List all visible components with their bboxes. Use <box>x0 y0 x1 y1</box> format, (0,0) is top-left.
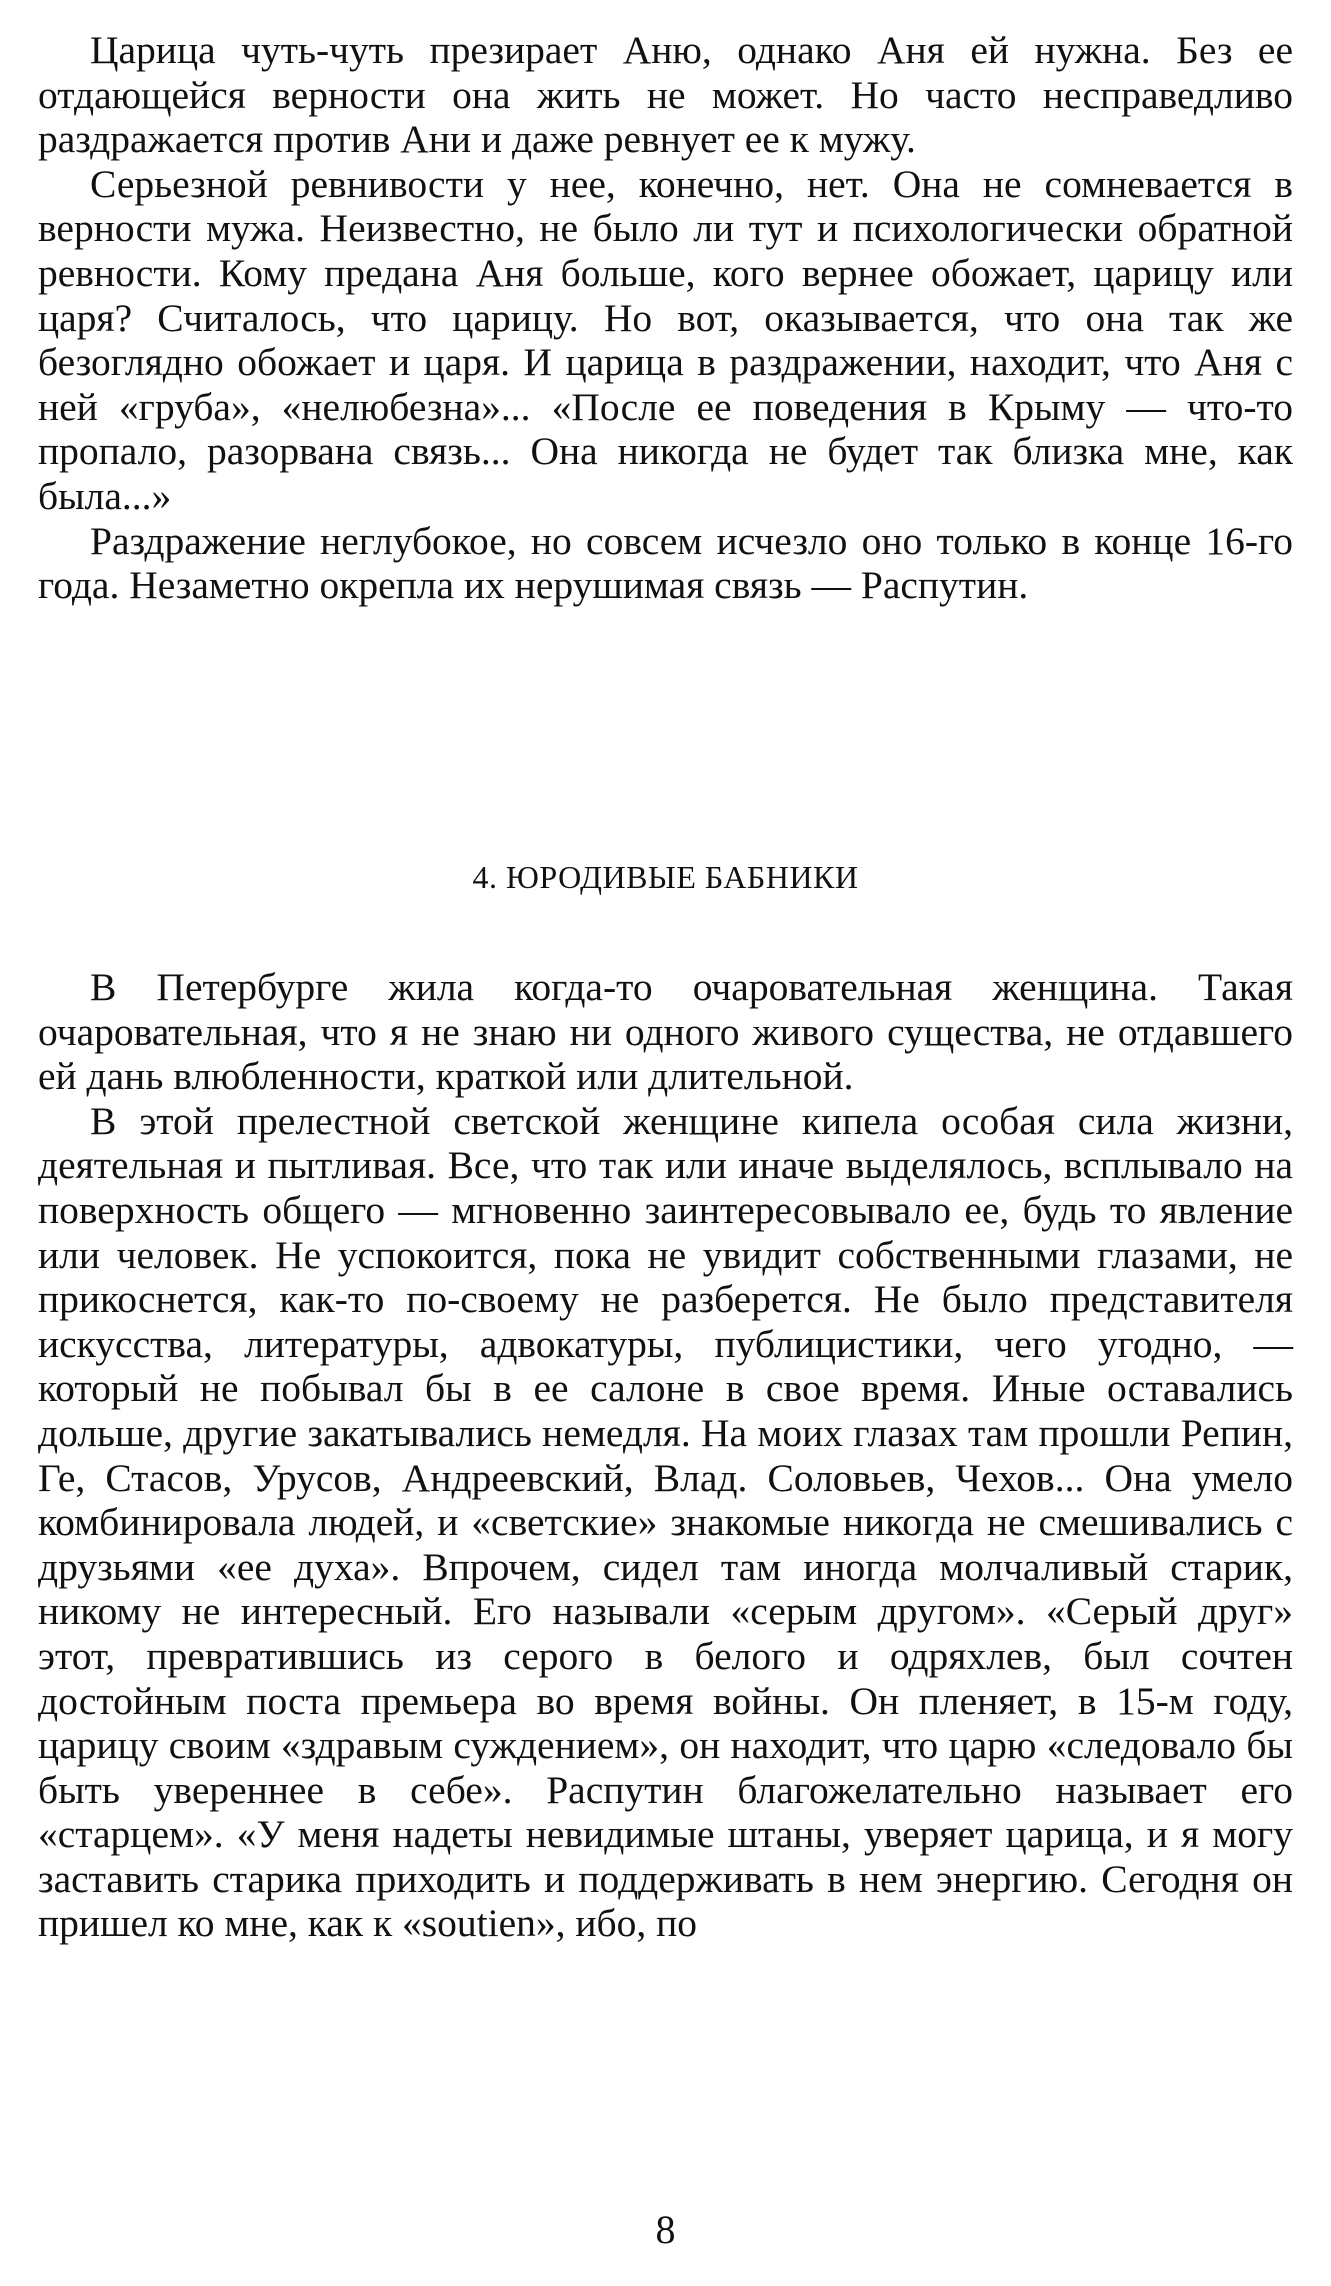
body-text-section-1 <box>38 28 1293 608</box>
paragraph: Раздражение неглубокое, но совсем исчезло оно только в конце 16-го года. Незаметно окрепла их нерушимая связь — Распутин. <box>38 518 1293 608</box>
chapter-heading: 4. ЮРОДИВЫЕ БАБНИКИ <box>472 859 859 895</box>
paragraph: Царица чуть-чуть презирает Аню, однако Аня ей нужна. Без ее отдающейся верности она жить не может. Но часто несправедливо раздражается против Ани и даже ревнует ее к мужу. <box>38 28 1293 162</box>
paragraph: Серьезной ревнивости у нее, конечно, нет. Она не сомневается в верности мужа. Неизвестно, не было ли тут и психологически обратной ревности. Кому предана Аня больше, кого вернее обожает, царицу или царя? Считалось, что царицу. Но вот, оказывается, что она так же безоглядно обожает и царя. И царица в раздражении, находит, что Аня с ней «груба», «нелюбезна»... «После ее поведения в Крыму — что-то пропало, разорвана связь... Она никогда не будет так близка мне, как была...» <box>38 161 1293 518</box>
page-number: 8 <box>655 2207 676 2252</box>
body-text-section-2 <box>38 965 1293 1946</box>
paragraph: В Петербурге жила когда-то очаровательная женщина. Такая очаровательная, что я не знаю ни одного живого существа, не отдавшего ей дань влюбленности, краткой или длительной. <box>38 965 1293 1099</box>
paragraph: В этой прелестной светской женщине кипела особая сила жизни, деятельная и пытливая. Все, что так или иначе выделялось, всплывало на поверхность общего — мгновенно заинтересовывало ее, будь то явление или человек. Не успокоится, пока не увидит собственными глазами, не прикоснется, как-то по-своему не разберется. Не было представителя искусства, литературы, адвокатуры, публицистики, чего угодно, — который не побывал бы в ее салоне в свое время. Иные оставались дольше, другие закатывались немедля. На моих глазах там прошли Репин, Ге, Стасов, Урусов, Андреевский, Влад. Соловьев, Чехов... Она умело комбинировала людей, и «светские» знакомые никогда не смешивались с друзьями «ее духа». Впрочем, сидел там иногда молчаливый старик, никому не интересный. Его называли «серым другом». «Серый друг» этот, превратившись из серого в белого и одряхлев, был сочтен достойным поста премьера во время войны. Он пленяет, в 15-м году, царицу своим «здравым суждением», он находит, что царю «следовало бы быть увереннее в себе». Распутин благожелательно называет его «старцем». «У меня надеты невидимые штаны, уверяет царица, и я могу заставить старика приходить и поддерживать в нем энергию. Сегодня он пришел ко мне, как к «soutien», ибо, по <box>38 1098 1293 1946</box>
